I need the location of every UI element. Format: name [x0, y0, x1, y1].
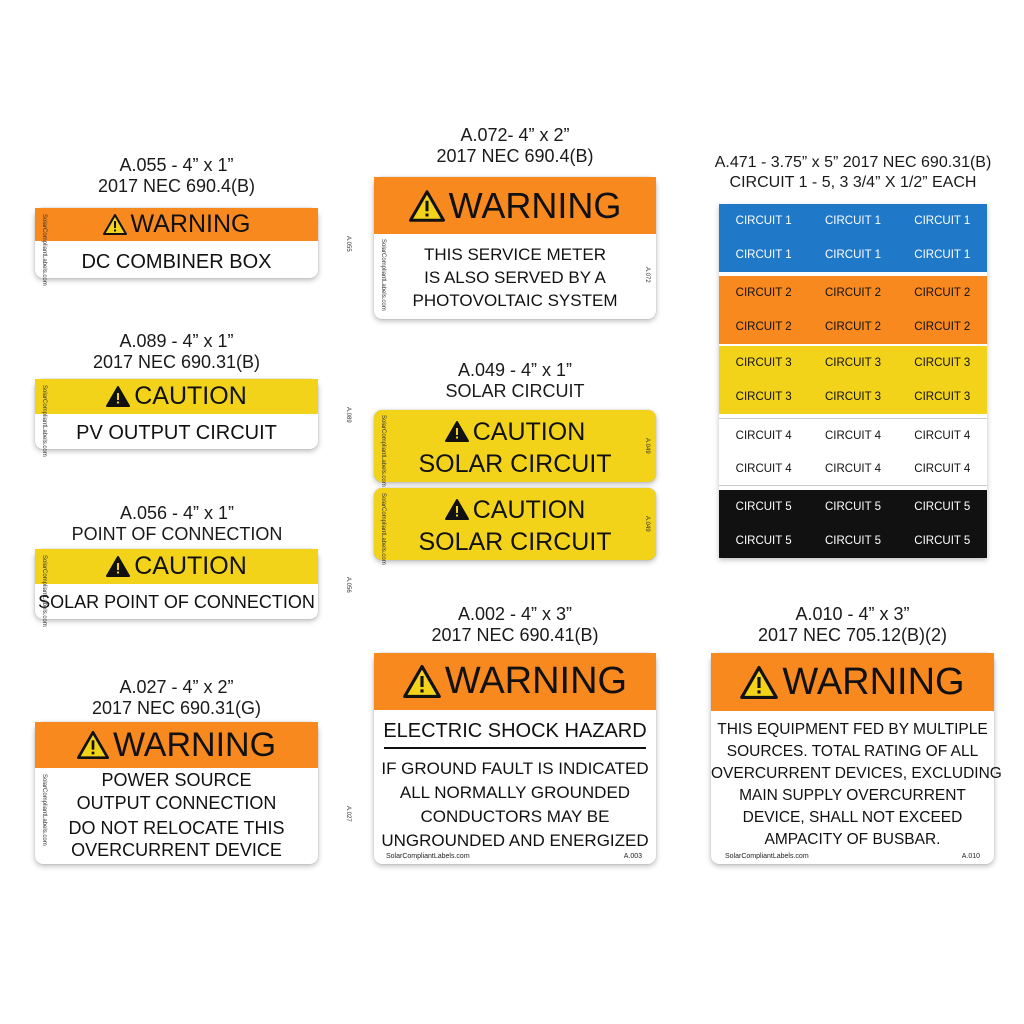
circuit-row	[719, 524, 987, 558]
a002-header-band	[374, 653, 656, 710]
a055-side-code: A.055	[345, 236, 351, 252]
a471-caption-line1: A.471 - 3.75” x 5” 2017 NEC 690.31(B)	[714, 154, 992, 171]
a010-header-text: WARNING	[782, 660, 965, 703]
caution-triangle-icon	[106, 386, 130, 407]
a002-body-line1: IF GROUND FAULT IS INDICATED	[381, 759, 649, 778]
a027-body-line3: DO NOT RELOCATE THIS	[68, 818, 285, 838]
a049-bottom-side-code: A.049	[644, 516, 650, 532]
a072-body-line1: THIS SERVICE METER	[424, 245, 606, 264]
a089-side-website: SolarCompliantLabels.com	[41, 385, 47, 457]
a049-top-header	[374, 418, 656, 447]
a055-caption-line2: 2017 NEC 690.4(B)	[97, 176, 256, 196]
a055-label	[35, 208, 351, 286]
circuit-label: CIRCUIT 4	[735, 462, 792, 475]
circuit-row	[719, 204, 987, 238]
a049-top-header-text: CAUTION	[472, 418, 586, 446]
circuit-label: CIRCUIT 1	[735, 249, 792, 261]
circuit-label: CIRCUIT 2	[914, 287, 971, 299]
a049-caption-line1: A.049 - 4” x 1”	[457, 360, 573, 380]
a010-body-line5: DEVICE, SHALL NOT EXCEED	[742, 809, 963, 826]
warning-triangle-icon	[740, 666, 778, 699]
circuit-label: CIRCUIT 5	[735, 501, 792, 513]
circuit-label: CIRCUIT 2	[735, 287, 792, 299]
a002-body-line4: UNGROUNDED AND ENERGIZED	[381, 831, 649, 850]
a010-caption-line2: 2017 NEC 705.12(B)(2)	[757, 625, 948, 645]
a056-caption-line1: A.056 - 4” x 1”	[119, 503, 235, 523]
a056-body-text: SOLAR POINT OF CONNECTION	[38, 592, 315, 612]
a010-body-line3: OVERCURRENT DEVICES, EXCLUDING	[711, 765, 1002, 782]
a049-caption-line2: SOLAR CIRCUIT	[445, 381, 585, 401]
a010-body-line2: SOURCES. TOTAL RATING OF ALL	[726, 743, 979, 760]
a089-header-band	[35, 379, 318, 414]
a055-header-text: WARNING	[130, 210, 251, 238]
circuit-label: CIRCUIT 5	[824, 501, 881, 513]
circuit-label: CIRCUIT 5	[914, 535, 971, 547]
circuit-label: CIRCUIT 5	[735, 535, 792, 547]
a002-footer-website: SolarCompliantLabels.com	[386, 853, 470, 860]
circuit-label: CIRCUIT 2	[824, 287, 881, 299]
a027-body-line4: OVERCURRENT DEVICE	[71, 840, 282, 860]
a089-caption-line2: 2017 NEC 690.31(B)	[92, 352, 261, 372]
circuit-label: CIRCUIT 3	[824, 357, 881, 369]
a471-circuit-sheet	[719, 204, 987, 558]
circuit-label: CIRCUIT 4	[824, 429, 881, 442]
a056-caption	[27, 503, 327, 545]
a056-caption-line2: POINT OF CONNECTION	[71, 524, 283, 544]
circuit-label: CIRCUIT 1	[824, 215, 881, 227]
a049-top-side-code: A.049	[644, 438, 650, 454]
a049-top-side-website: SolarCompliantLabels.com	[380, 415, 386, 487]
a056-header-band	[35, 549, 318, 584]
a049-top-body: SOLAR CIRCUIT	[418, 450, 612, 478]
circuit-row	[719, 490, 987, 524]
a072-side-code: A.072	[644, 267, 650, 283]
a002-caption-line2: 2017 NEC 690.41(B)	[431, 625, 599, 645]
a010-caption	[711, 604, 994, 646]
a055-caption	[35, 155, 318, 197]
a010-label	[711, 653, 1002, 864]
circuit-label: CIRCUIT 4	[824, 462, 881, 475]
warning-triangle-icon	[77, 731, 109, 759]
a049-label-top	[374, 410, 656, 487]
a056-side-website: SolarCompliantLabels.com	[41, 555, 47, 627]
a027-caption-line2: 2017 NEC 690.31(G)	[91, 698, 262, 718]
circuit-label: CIRCUIT 4	[914, 462, 971, 475]
circuit-label: CIRCUIT 5	[824, 535, 881, 547]
circuit-label: CIRCUIT 1	[824, 249, 881, 261]
a010-body-line4: MAIN SUPPLY OVERCURRENT	[739, 787, 966, 804]
a072-side-website: SolarCompliantLabels.com	[380, 239, 386, 311]
caution-triangle-icon	[106, 556, 130, 577]
a010-caption-line1: A.010 - 4” x 3”	[795, 604, 910, 624]
a027-side-website: SolarCompliantLabels.com	[41, 774, 47, 846]
circuit-label: CIRCUIT 1	[914, 249, 971, 261]
a056-label	[35, 549, 351, 627]
circuit-label: CIRCUIT 3	[914, 357, 971, 369]
a027-header-text: WARNING	[112, 725, 277, 764]
a049-bottom-side-website: SolarCompliantLabels.com	[380, 493, 386, 565]
a002-caption-line1: A.002 - 4” x 3”	[457, 604, 573, 624]
circuit-label: CIRCUIT 1	[914, 215, 971, 227]
circuit-label: CIRCUIT 4	[914, 429, 971, 442]
a089-side-code: A.089	[345, 407, 351, 423]
a027-side-code: A.027	[345, 806, 351, 822]
a049-bottom-header-text: CAUTION	[472, 496, 586, 524]
a027-caption-line1: A.027 - 4” x 2”	[119, 677, 234, 697]
a072-caption-line2: 2017 NEC 690.4(B)	[436, 146, 594, 166]
a027-label	[35, 722, 351, 864]
a471-caption-line2: CIRCUIT 1 - 5, 3 3/4” X 1/2” EACH	[729, 174, 977, 191]
warning-triangle-icon	[103, 214, 127, 235]
a002-caption	[374, 604, 656, 646]
a027-header-band	[35, 722, 318, 768]
circuit-label: CIRCUIT 2	[735, 321, 792, 333]
a056-header-text: CAUTION	[134, 552, 247, 580]
a055-header-band	[35, 208, 318, 241]
circuit-label: CIRCUIT 5	[914, 501, 971, 513]
circuit-label: CIRCUIT 3	[914, 391, 971, 403]
a056-side-code: A.056	[345, 577, 351, 593]
circuit-label: CIRCUIT 3	[735, 391, 792, 403]
a089-header-text: CAUTION	[134, 382, 247, 410]
circuit-row	[719, 380, 987, 414]
circuit-row	[719, 310, 987, 344]
a049-label-bottom	[374, 488, 656, 565]
circuit-label: CIRCUIT 3	[735, 357, 792, 369]
circuit-label: CIRCUIT 3	[824, 391, 881, 403]
a027-body-line2: OUTPUT CONNECTION	[76, 793, 277, 813]
warning-triangle-icon	[403, 665, 441, 698]
a089-caption	[35, 331, 318, 373]
a072-label	[374, 177, 656, 319]
a072-body-line3: PHOTOVOLTAIC SYSTEM	[412, 291, 618, 310]
circuit-label: CIRCUIT 4	[735, 429, 792, 442]
a089-caption-line1: A.089 - 4” x 1”	[119, 331, 234, 351]
a089-label	[35, 379, 351, 457]
a010-footer-website: SolarCompliantLabels.com	[725, 853, 809, 860]
caution-triangle-icon	[445, 499, 469, 520]
circuit-row	[719, 452, 987, 486]
circuit-row	[719, 346, 987, 380]
a072-caption	[374, 125, 656, 167]
circuit-row	[719, 276, 987, 310]
circuit-label: CIRCUIT 1	[735, 215, 792, 227]
a055-caption-line1: A.055 - 4” x 1”	[119, 155, 234, 175]
circuit-label: CIRCUIT 2	[824, 321, 881, 333]
a010-body-line1: THIS EQUIPMENT FED BY MULTIPLE	[717, 721, 988, 738]
circuit-row	[719, 418, 987, 452]
a072-header-text: WARNING	[448, 184, 622, 226]
a002-footer-code: A.003	[623, 853, 642, 860]
a002-header-text: WARNING	[444, 660, 628, 702]
a002-body-line3: CONDUCTORS MAY BE	[420, 807, 610, 826]
a072-caption-line1: A.072- 4” x 2”	[460, 125, 570, 145]
a049-bottom-body: SOLAR CIRCUIT	[418, 528, 612, 556]
a010-body-line6: AMPACITY OF BUSBAR.	[764, 831, 941, 848]
circuit-label: CIRCUIT 2	[914, 321, 971, 333]
a072-body-line2: IS ALSO SERVED BY A	[424, 268, 606, 287]
a010-footer-code: A.010	[961, 853, 980, 860]
a471-caption	[704, 153, 1002, 193]
a027-body-line1: POWER SOURCE	[101, 770, 252, 790]
a072-header-band	[374, 177, 656, 234]
a010-header-band	[711, 653, 994, 711]
a002-subheader: ELECTRIC SHOCK HAZARD	[383, 720, 647, 742]
warning-triangle-icon	[409, 190, 445, 222]
a002-divider	[384, 747, 646, 749]
a027-caption	[35, 677, 318, 719]
a049-bottom-header	[374, 496, 656, 525]
a089-body-text: PV OUTPUT CIRCUIT	[76, 422, 277, 444]
a002-body-line2: ALL NORMALLY GROUNDED	[399, 783, 631, 802]
a055-side-website: SolarCompliantLabels.com	[41, 214, 47, 286]
circuit-row	[719, 238, 987, 272]
caution-triangle-icon	[445, 421, 469, 442]
a002-label	[374, 653, 656, 864]
a049-caption	[374, 360, 656, 402]
a055-body-text: DC COMBINER BOX	[81, 251, 272, 273]
